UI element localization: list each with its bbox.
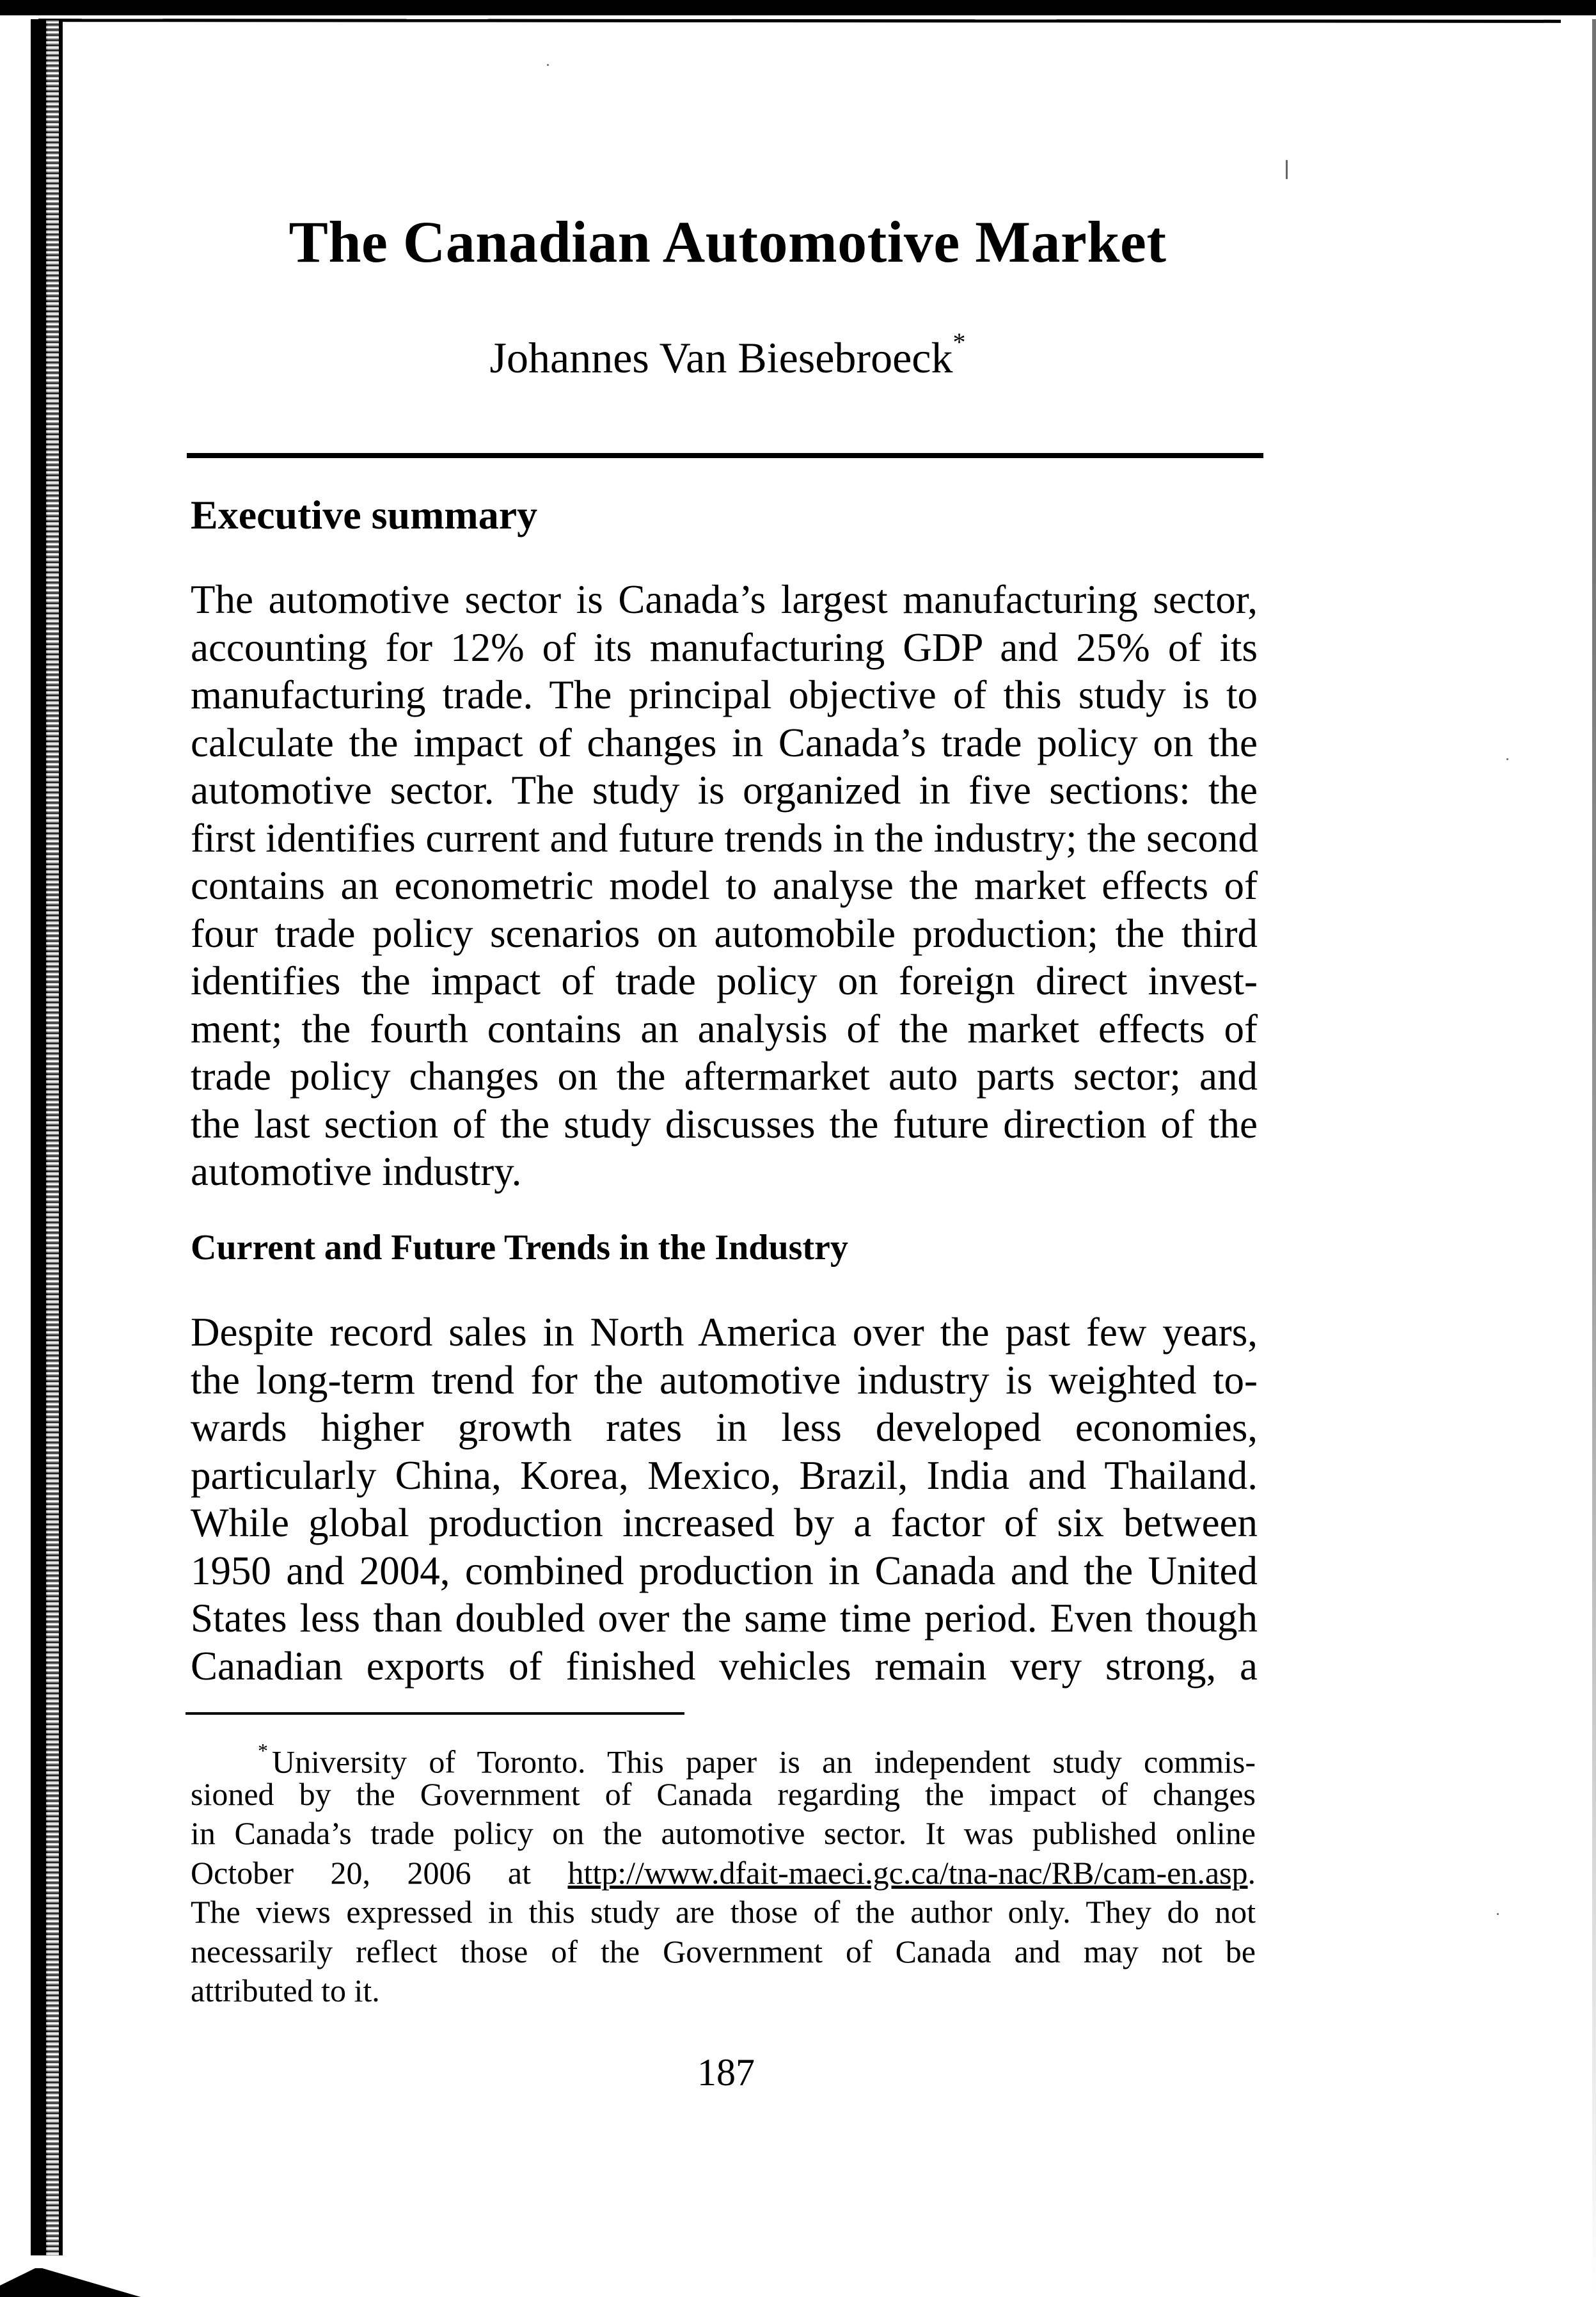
- footnote-line: attributed to it.: [191, 1973, 380, 2008]
- footnote-line: in Canada’s trade policy on the automotive sector. It was published online: [191, 1815, 1256, 1851]
- scan-speck: [1506, 758, 1508, 760]
- text-line: wards higher growth rates in less developed economies,: [191, 1405, 1258, 1450]
- footnote-url-link[interactable]: http://www.dfait-maeci.gc.ca/tna-nac/RB/cam-en.asp: [567, 1854, 1248, 1891]
- text-line: automotive sector. The study is organized in five sections: the: [191, 768, 1258, 813]
- footnote-marker: *: [258, 1739, 268, 1762]
- footnote-line: The views expressed in this study are those of the author only. They do not: [191, 1894, 1256, 1930]
- title-rule: [187, 453, 1263, 458]
- scan-speck: [1497, 1913, 1499, 1915]
- scan-page-edge-top: [38, 19, 1561, 23]
- text-line: contains an econometric model to analyse the market effects of: [191, 863, 1258, 908]
- author-name: Johannes Van Biesebroeck: [489, 333, 953, 382]
- scan-page-edge-right: [1592, 19, 1596, 2297]
- footnote-line: [191, 1854, 1256, 1893]
- text-line: the long-term trend for the automotive industry is weighted to-: [191, 1357, 1258, 1403]
- text-line: The automotive sector is Canada’s largest manufacturing sector,: [191, 577, 1258, 622]
- footnote-text: .: [1247, 1854, 1256, 1891]
- section-heading-executive-summary: Executive summary: [191, 492, 538, 537]
- text-line: 1950 and 2004, combined production in Canada and the United: [191, 1548, 1258, 1593]
- document-title: The Canadian Automotive Market: [288, 209, 1167, 274]
- text-line: accounting for 12% of its manufacturing GDP and 25% of its: [191, 624, 1258, 670]
- page-number: 187: [697, 2051, 755, 2094]
- text-line: automotive industry.: [191, 1149, 522, 1194]
- text-line: While global production increased by a factor of six between: [191, 1500, 1258, 1545]
- text-line: particularly China, Korea, Mexico, Brazil, India and Thailand.: [191, 1452, 1258, 1498]
- scan-speck: [547, 64, 549, 66]
- scan-border-top: [0, 0, 1596, 15]
- footnote: [191, 1735, 1256, 2011]
- footnote-line: [191, 1735, 1256, 1780]
- text-line: four trade policy scenarios on automobile production; the third: [191, 910, 1258, 956]
- text-line: States less than doubled over the same time period. Even though: [191, 1596, 1258, 1641]
- executive-summary-paragraph: [191, 576, 1258, 1196]
- text-line: trade policy changes on the aftermarket auto parts sector; and: [191, 1054, 1258, 1099]
- trends-paragraph: [191, 1308, 1258, 1690]
- section-heading-current-future-trends: Current and Future Trends in the Industry: [191, 1228, 848, 1268]
- author-footnote-marker: *: [952, 328, 966, 357]
- text-line: Despite record sales in North America over the past few years,: [191, 1310, 1258, 1355]
- text-line: the last section of the study discusses the future direction of the: [191, 1101, 1258, 1147]
- text-line: calculate the impact of changes in Canada’s trade policy on the: [191, 720, 1258, 765]
- scan-speck: [1286, 160, 1288, 179]
- text-line: ment; the fourth contains an analysis of the market effects of: [191, 1006, 1258, 1051]
- text-line: first identifies current and future trends in the industry; the second: [191, 815, 1259, 861]
- text-line: identifies the impact of trade policy on foreign direct invest-: [191, 958, 1258, 1003]
- author-line: [0, 328, 1455, 383]
- footnote-text: University of Toronto. This paper is an independent study commis-: [272, 1744, 1256, 1780]
- footnote-line: sioned by the Government of Canada regarding the impact of changes: [191, 1776, 1256, 1812]
- text-line: manufacturing trade. The principal objective of this study is to: [191, 672, 1258, 717]
- footnote-line: necessarily reflect those of the Government of Canada and may not be: [191, 1933, 1256, 1969]
- footnote-text: October 20, 2006 at: [191, 1854, 532, 1891]
- scan-border-bottom-corner: [0, 2268, 141, 2297]
- footnote-rule: [186, 1712, 684, 1715]
- text-line: Canadian exports of finished vehicles remain very strong, a: [191, 1643, 1258, 1689]
